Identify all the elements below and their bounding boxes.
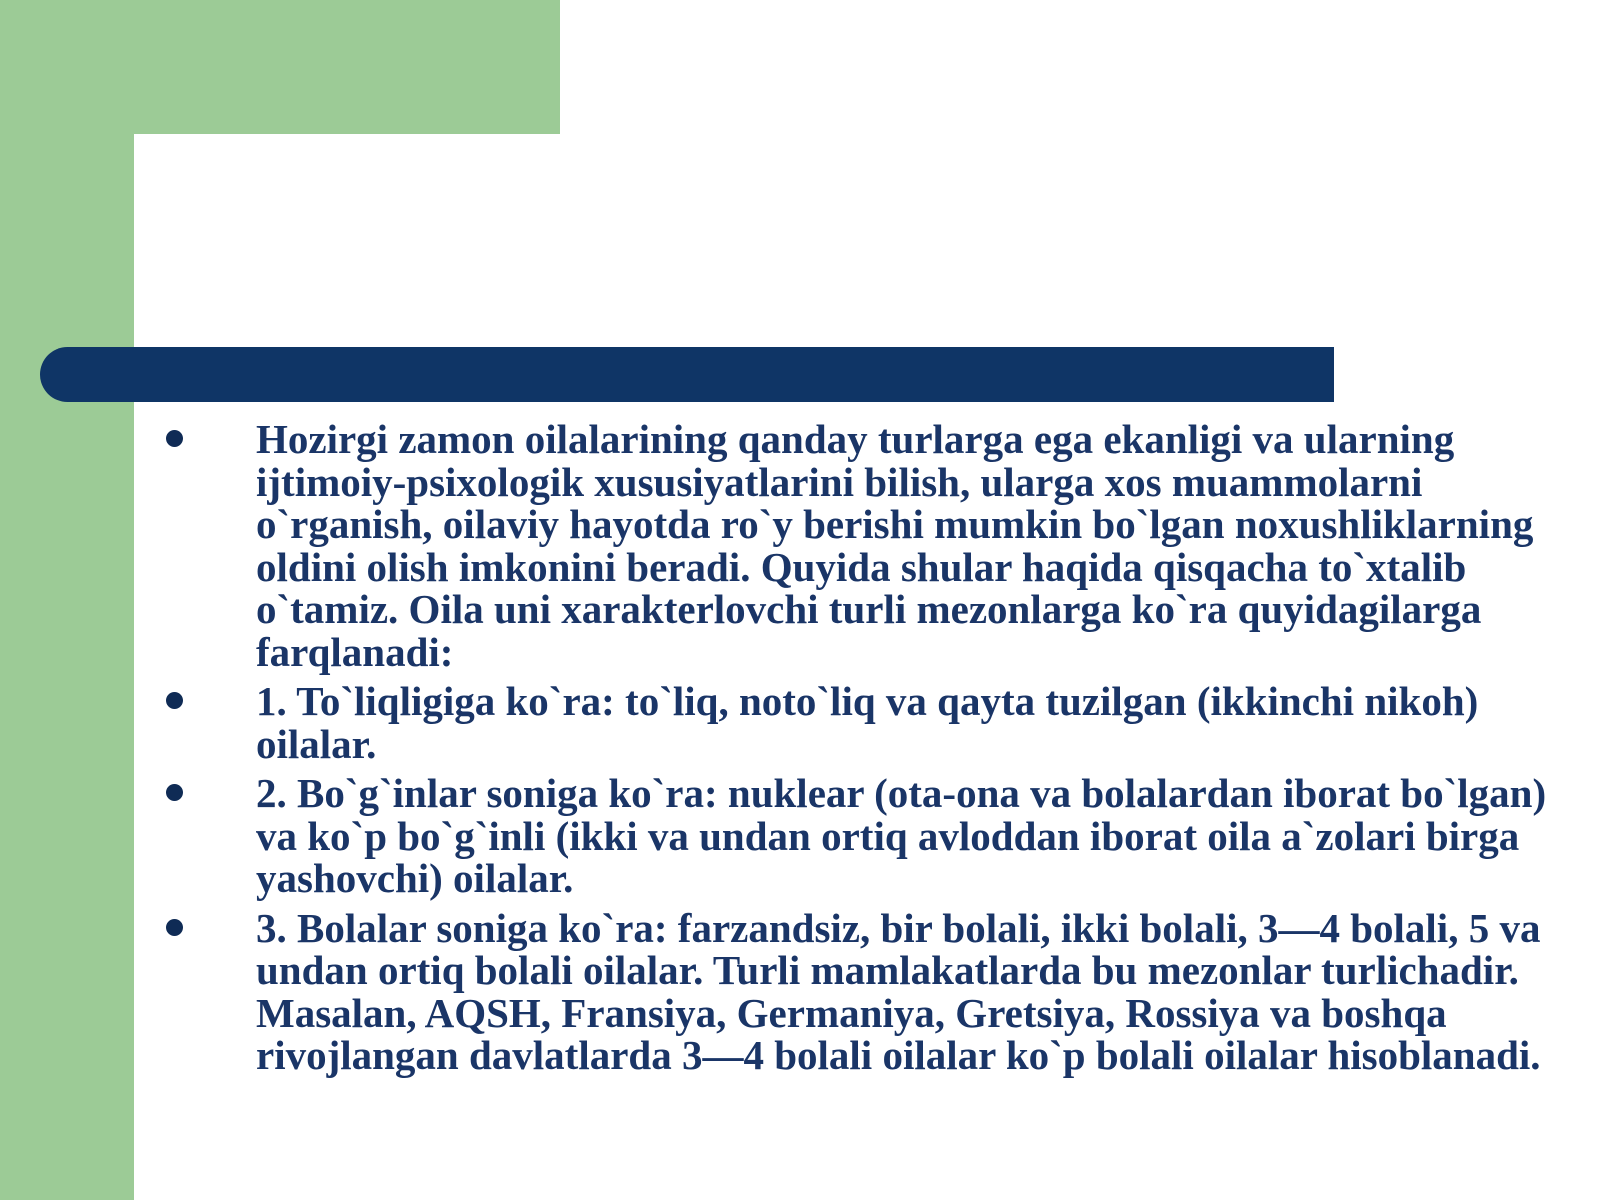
bullet-icon <box>166 919 183 936</box>
bullet-icon <box>166 692 183 709</box>
bullet-text: 3. Bolalar soniga ko`ra: farzandsiz, bir bolali, ikki bolali, 3—4 bolali, 5 va undan ortiq bolali oilalar. Turli mamlakatlarda bu mezonlar turlichadir. Masalan, AQSH, Fransiya, Germaniya, Gretsiya, Rossiya va boshqa rivojlangan davlatlarda 3—4 bolali oilalar ko`p bolali oilalar hisoblanadi. <box>256 904 1541 1078</box>
bullet-text: 1. To`liqligiga ko`ra: to`liq, noto`liq va qayta tuzilgan (ikkinchi nikoh) oilalar. <box>256 678 1479 767</box>
decorative-green-side-bar <box>0 0 134 1200</box>
bullet-list <box>160 418 1580 1084</box>
bullet-text: 2. Bo`g`inlar soniga ko`ra: nuklear (ota-ona va bolalardan iborat bo`lgan) va ko`p bo`g`inli (ikki va undan ortiq avloddan iborat oila a`zolari birga yashovchi) oilalar. <box>256 770 1547 901</box>
bullet-text: Hozirgi zamon oilalarining qanday turlarga ega ekanligi va ularning ijtimoiy-psixologik xususiyatlarini bilish, ularga xos muammolarni o`rganish, oilaviy hayotda ro`y berishi mumkin bo`lgan noxushliklarning oldini olish imkonini beradi. Quyida shular haqida qisqacha to`xtalib o`tamiz. Oila uni xarakterlovchi turli mezonlarga ko`ra quyidagilarga farqlanadi: <box>256 416 1534 675</box>
bullet-icon <box>166 784 183 801</box>
bullet-item <box>160 418 1580 673</box>
bullet-item <box>160 772 1580 900</box>
bullet-icon <box>166 430 183 447</box>
title-bar <box>40 347 1334 402</box>
bullet-item <box>160 680 1580 765</box>
bullet-item <box>160 904 1580 1078</box>
